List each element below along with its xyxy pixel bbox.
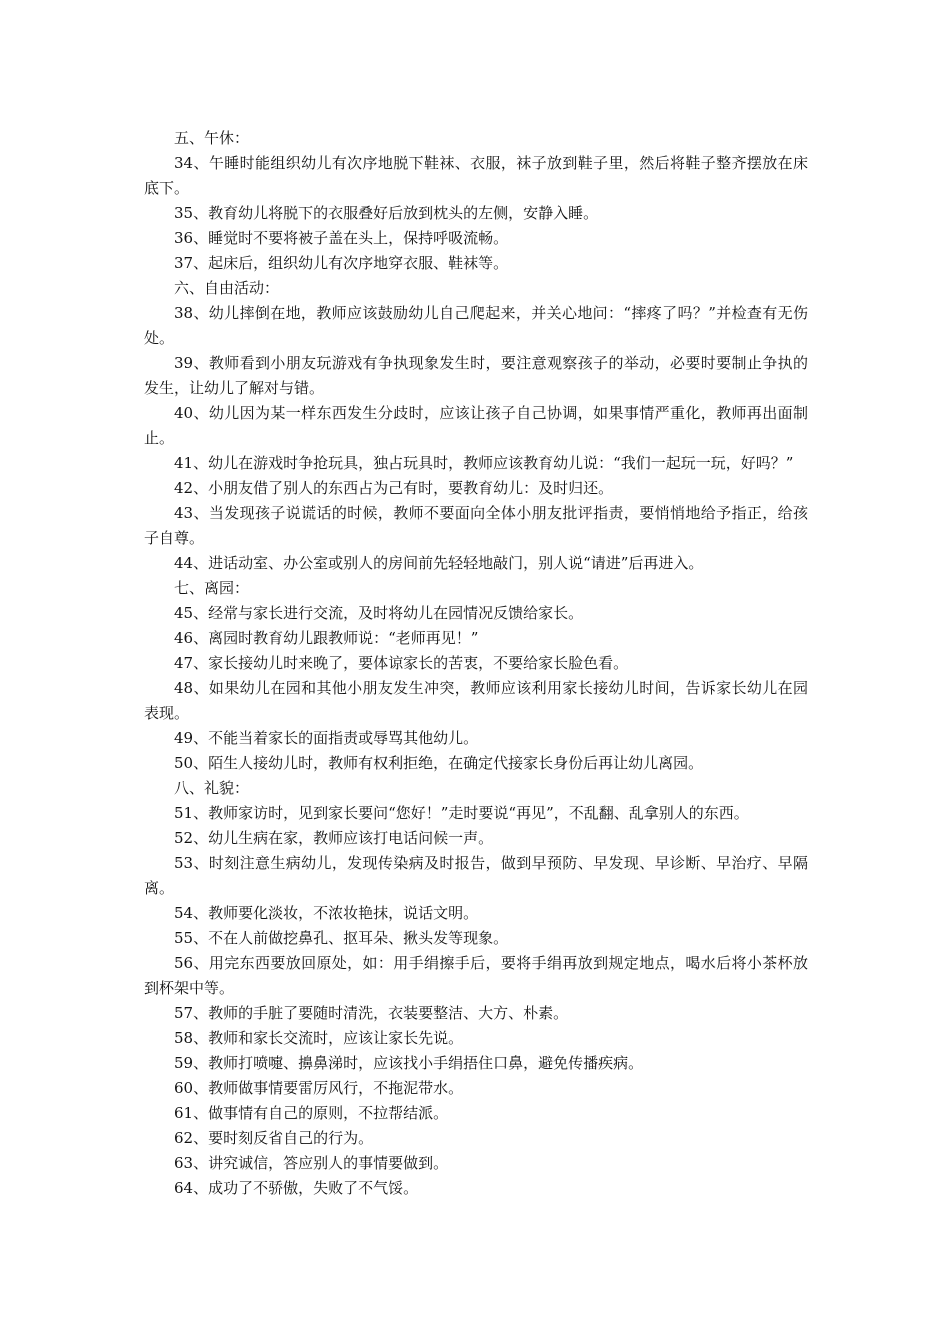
section-nap <box>144 126 808 276</box>
list-item: 39、教师看到小朋友玩游戏有争执现象发生时，要注意观察孩子的举动，必要时要制止争执的发生，让幼儿了解对与错。 <box>144 354 808 397</box>
section-heading: 五、午休： <box>174 129 250 147</box>
list-item: 59、教师打喷嚏、擤鼻涕时，应该找小手绢捂住口鼻，避免传播疾病。 <box>174 1054 644 1072</box>
section-courtesy <box>144 776 808 1201</box>
list-item: 46、离园时教育幼儿跟教师说：“老师再见！” <box>174 629 479 647</box>
list-item: 63、讲究诚信，答应别人的事情要做到。 <box>174 1154 449 1172</box>
section-leaving <box>144 576 808 776</box>
section-heading: 八、礼貌： <box>174 779 250 797</box>
list-item: 47、家长接幼儿时来晚了，要体谅家长的苦衷，不要给家长脸色看。 <box>174 654 629 672</box>
list-item: 64、成功了不骄傲，失败了不气馁。 <box>174 1179 419 1197</box>
list-item: 44、进话动室、办公室或别人的房间前先轻轻地敲门，别人说“请进”后再进入。 <box>174 554 704 572</box>
list-item: 45、经常与家长进行交流，及时将幼儿在园情况反馈给家长。 <box>174 604 584 622</box>
list-item: 49、不能当着家长的面指责或辱骂其他幼儿。 <box>174 729 479 747</box>
list-item: 56、用完东西要放回原处，如：用手绢擦手后，要将手绢再放到规定地点，喝水后将小茶杯放到杯架中等。 <box>144 954 808 997</box>
list-item: 53、时刻注意生病幼儿，发现传染病及时报告，做到早预防、早发现、早诊断、早治疗、早隔离。 <box>144 854 808 897</box>
list-item: 54、教师要化淡妆，不浓妆艳抹，说话文明。 <box>174 904 479 922</box>
list-item: 58、教师和家长交流时，应该让家长先说。 <box>174 1029 464 1047</box>
list-item: 52、幼儿生病在家，教师应该打电话问候一声。 <box>174 829 494 847</box>
list-item: 36、睡觉时不要将被子盖在头上，保持呼吸流畅。 <box>174 229 509 247</box>
section-free-activity <box>144 276 808 576</box>
document-body <box>144 126 808 1201</box>
list-item: 34、午睡时能组织幼儿有次序地脱下鞋袜、衣服，袜子放到鞋子里，然后将鞋子整齐摆放在床底下。 <box>144 154 808 197</box>
list-item: 42、小朋友借了别人的东西占为己有时，要教育幼儿：及时归还。 <box>174 479 614 497</box>
list-item: 35、教育幼儿将脱下的衣服叠好后放到枕头的左侧，安静入睡。 <box>174 204 599 222</box>
list-item: 55、不在人前做挖鼻孔、抠耳朵、揪头发等现象。 <box>174 929 509 947</box>
list-item: 51、教师家访时，见到家长要问“您好！”走时要说“再见”，不乱翻、乱拿别人的东西。 <box>174 804 749 822</box>
section-heading: 七、离园： <box>174 579 250 597</box>
list-item: 41、幼儿在游戏时争抢玩具，独占玩具时，教师应该教育幼儿说：“我们一起玩一玩，好吗？” <box>174 454 794 472</box>
list-item: 48、如果幼儿在园和其他小朋友发生冲突，教师应该利用家长接幼儿时间，告诉家长幼儿在园表现。 <box>144 679 808 722</box>
list-item: 60、教师做事情要雷厉风行，不拖泥带水。 <box>174 1079 464 1097</box>
list-item: 62、要时刻反省自己的行为。 <box>174 1129 374 1147</box>
list-item: 50、陌生人接幼儿时，教师有权利拒绝，在确定代接家长身份后再让幼儿离园。 <box>174 754 704 772</box>
list-item: 43、当发现孩子说谎话的时候，教师不要面向全体小朋友批评指责，要悄悄地给予指正，给孩子自尊。 <box>144 504 808 547</box>
list-item: 61、做事情有自己的原则，不拉帮结派。 <box>174 1104 449 1122</box>
list-item: 40、幼儿因为某一样东西发生分歧时，应该让孩子自己协调，如果事情严重化，教师再出面制止。 <box>144 404 808 447</box>
list-item: 37、起床后，组织幼儿有次序地穿衣服、鞋袜等。 <box>174 254 509 272</box>
list-item: 57、教师的手脏了要随时清洗，衣装要整洁、大方、朴素。 <box>174 1004 569 1022</box>
list-item: 38、幼儿摔倒在地，教师应该鼓励幼儿自己爬起来，并关心地问：“摔疼了吗？”并检查有无伤处。 <box>144 304 808 347</box>
section-heading: 六、自由活动： <box>174 279 280 297</box>
